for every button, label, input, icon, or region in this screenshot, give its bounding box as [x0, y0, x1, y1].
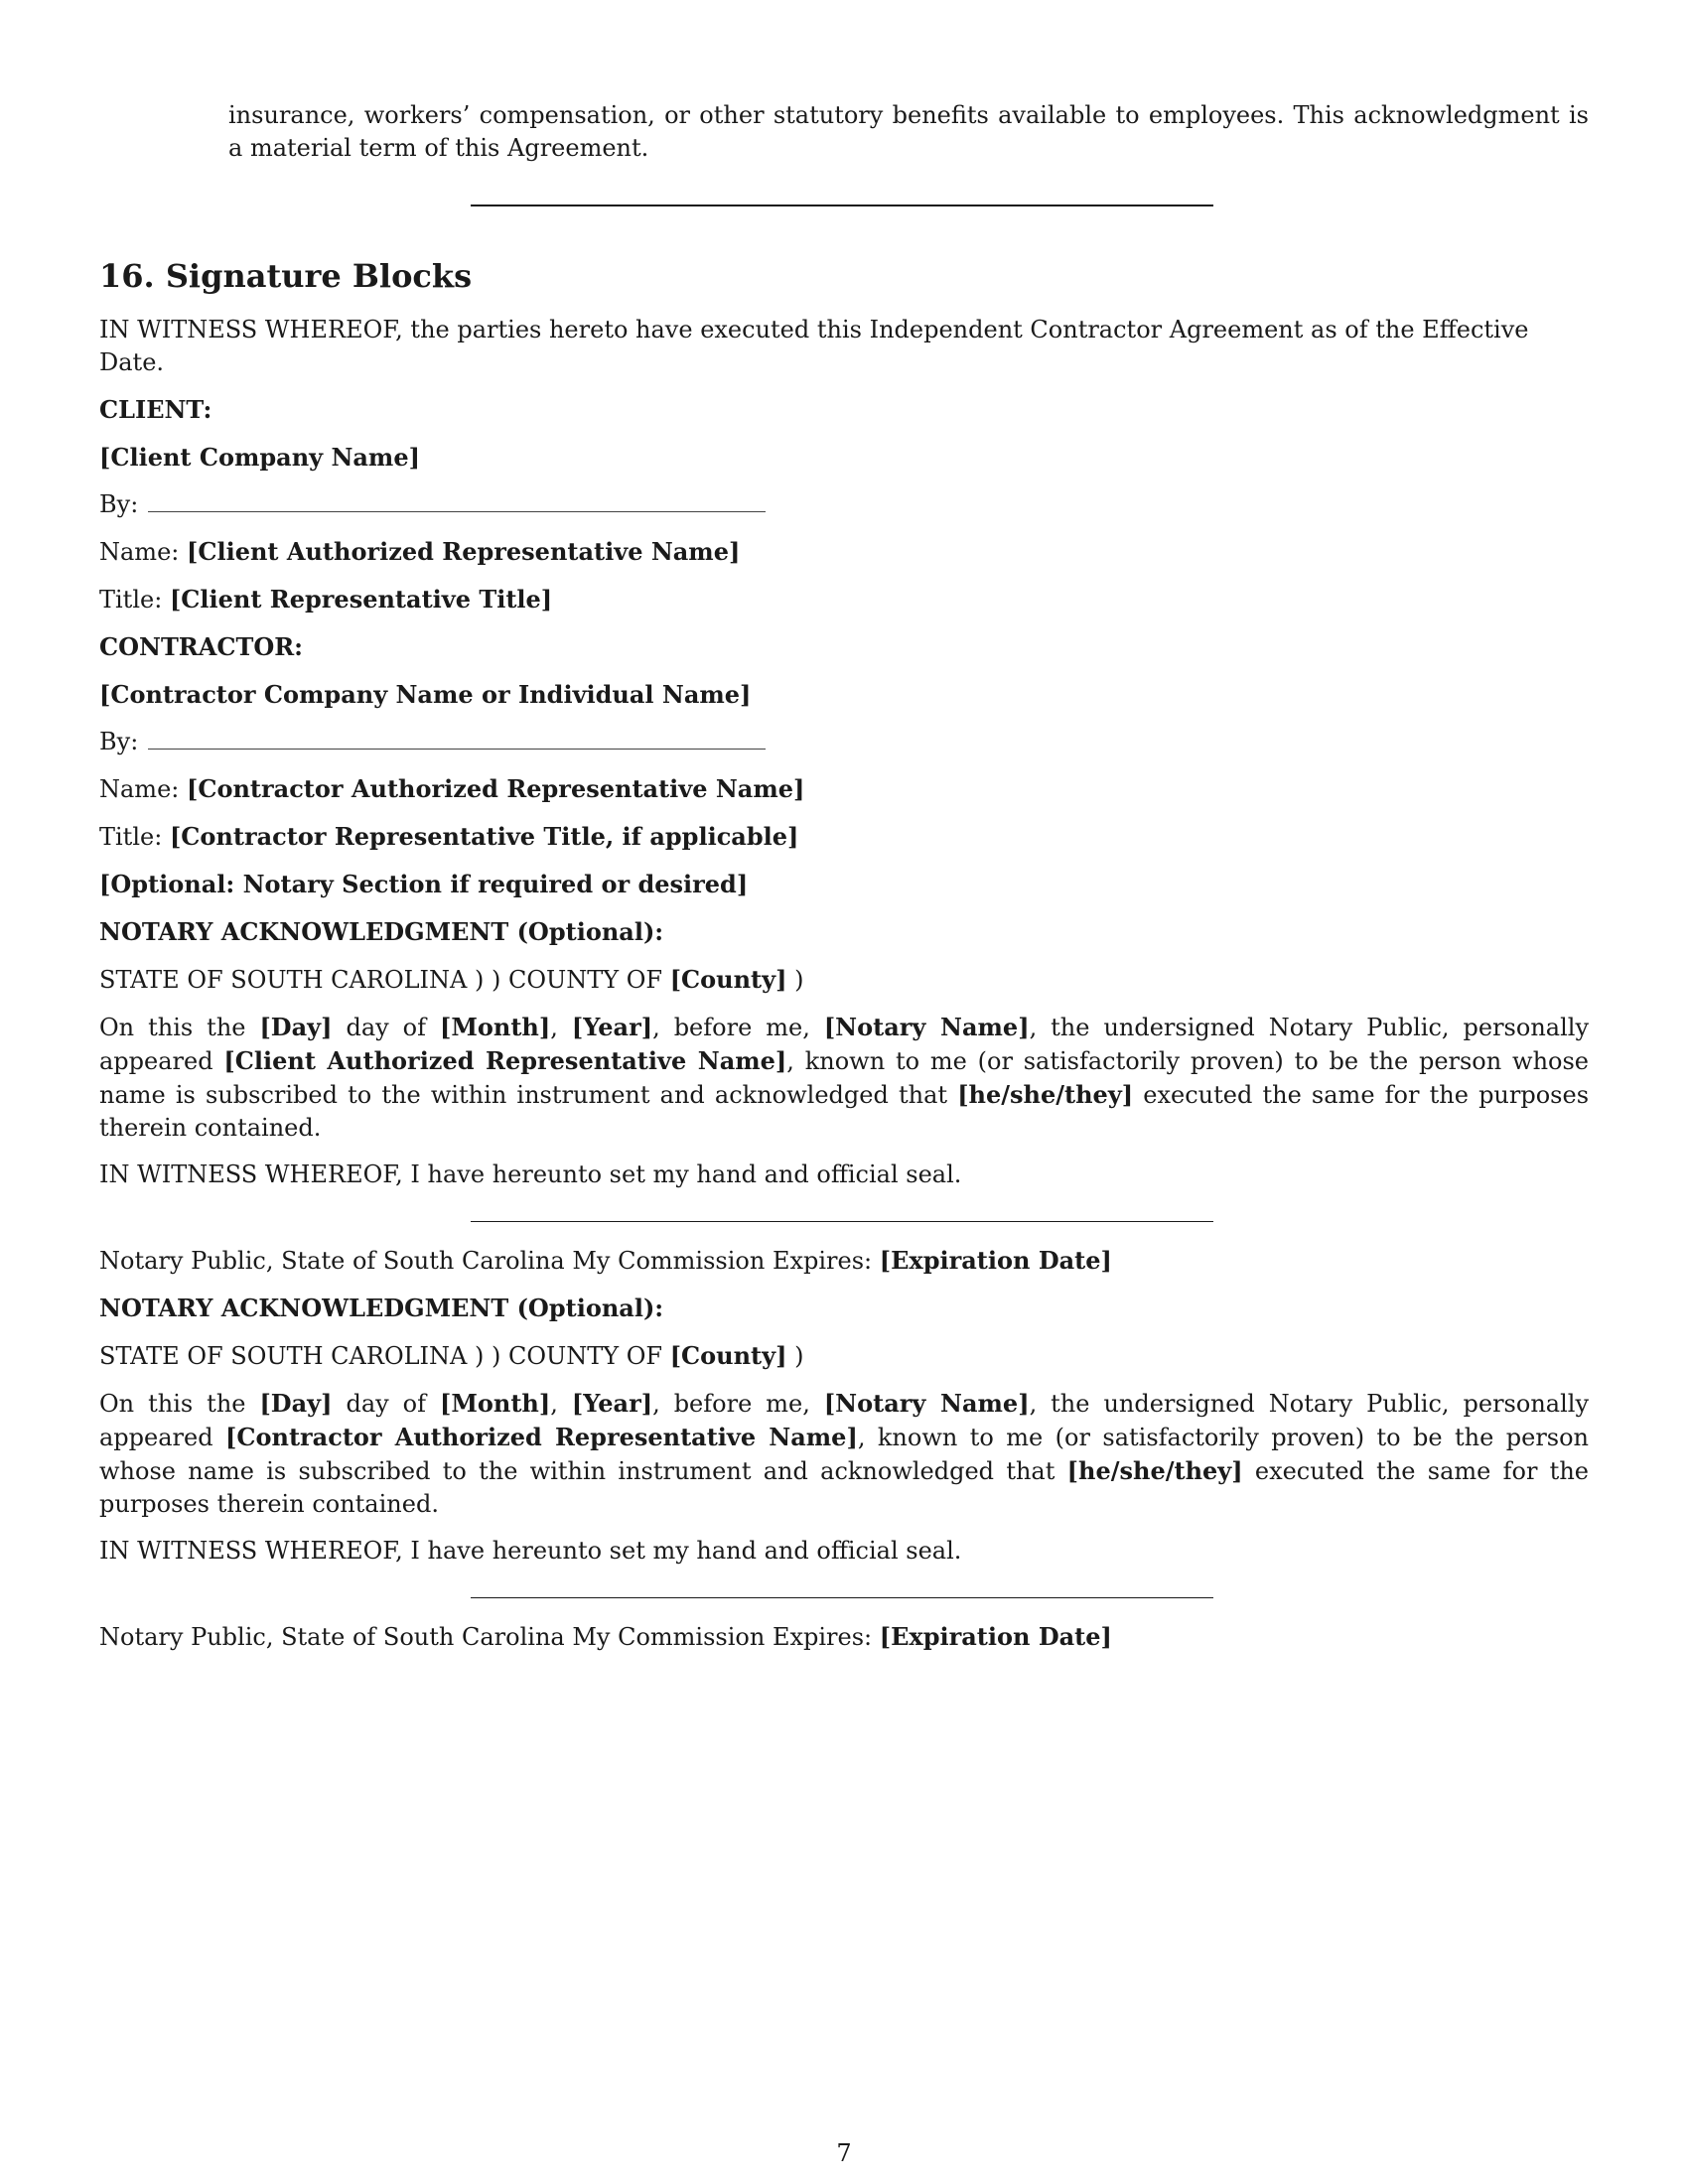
client-name-value: [Client Authorized Representative Name] [187, 537, 741, 566]
contractor-title-value: [Contractor Representative Title, if applicable] [169, 822, 799, 851]
section-title: Signature Blocks [165, 257, 473, 295]
notary2-witness: IN WITNESS WHEREOF, I have hereunto set my hand and official seal. [99, 1537, 962, 1565]
client-name-line: Name: [Client Authorized Representative Name] [99, 537, 741, 566]
section-number: 16. [99, 257, 155, 295]
page-content [99, 99, 1589, 1654]
contractor-name-value: [Contractor Authorized Representative Name] [187, 774, 805, 803]
notary2-heading: NOTARY ACKNOWLEDGMENT (Optional): [99, 1294, 664, 1322]
section-intro: IN WITNESS WHEREOF, the parties hereto have executed this Independent Contractor Agreement as of the Effective Date. [99, 316, 1529, 376]
client-signature-line[interactable] [148, 489, 766, 512]
section-heading [99, 256, 1589, 296]
client-heading: CLIENT: [99, 395, 212, 424]
notary1-paragraph: On this the [Day] day of [Month], [Year], before me, [Notary Name], the undersigned Notary Public, personally appeared [Client Authorized Representative Name], known to me (or satisfactorily proven) to be the person whose name is subscribed to the within instrument and acknowledged that [he/she/they] executed the same for the purposes therein contained. [99, 1013, 1590, 1142]
page-number: 7 [836, 2139, 852, 2167]
notary1-state-line: STATE OF SOUTH CAROLINA ) ) COUNTY OF [County] ) [99, 965, 804, 994]
optional-notary-note: [Optional: Notary Section if required or desired] [99, 870, 749, 898]
contractor-title-line: Title: [Contractor Representative Title, if applicable] [99, 822, 799, 851]
notary2-state-line: STATE OF SOUTH CAROLINA ) ) COUNTY OF [County] ) [99, 1341, 804, 1370]
client-title-line: Title: [Client Representative Title] [99, 585, 553, 614]
client-by-line: By: [99, 488, 1589, 521]
continued-paragraph: insurance, workers’ compensation, or other statutory benefits available to employees. This acknowledgment is a material term of this Agreement. [228, 101, 1589, 162]
section-divider [471, 205, 1213, 206]
notary1-heading: NOTARY ACKNOWLEDGMENT (Optional): [99, 917, 664, 946]
contractor-name-line: Name: [Contractor Authorized Representative Name] [99, 774, 805, 803]
notary2-paragraph: On this the [Day] day of [Month], [Year], before me, [Notary Name], the undersigned Notary Public, personally appeared [Contractor Authorized Representative Name], known to me (or satisfactorily proven) to be the person whose name is subscribed to the within instrument and acknowledged that [he/she/they] executed the same for the purposes therein contained. [99, 1389, 1590, 1518]
contractor-company: [Contractor Company Name or Individual Name] [99, 680, 752, 709]
contractor-by-line: By: [99, 726, 1589, 758]
client-company: [Client Company Name] [99, 443, 420, 472]
notary1-witness: IN WITNESS WHEREOF, I have hereunto set my hand and official seal. [99, 1160, 962, 1188]
notary2-footer: Notary Public, State of South Carolina My Commission Expires: [Expiration Date] [99, 1622, 1112, 1651]
contractor-heading: CONTRACTOR: [99, 632, 304, 661]
notary1-footer: Notary Public, State of South Carolina My Commission Expires: [Expiration Date] [99, 1246, 1112, 1275]
notary2-signature-line[interactable] [471, 1597, 1213, 1598]
client-title-value: [Client Representative Title] [169, 585, 553, 614]
notary1-signature-line[interactable] [471, 1221, 1213, 1222]
contractor-signature-line[interactable] [148, 727, 766, 750]
